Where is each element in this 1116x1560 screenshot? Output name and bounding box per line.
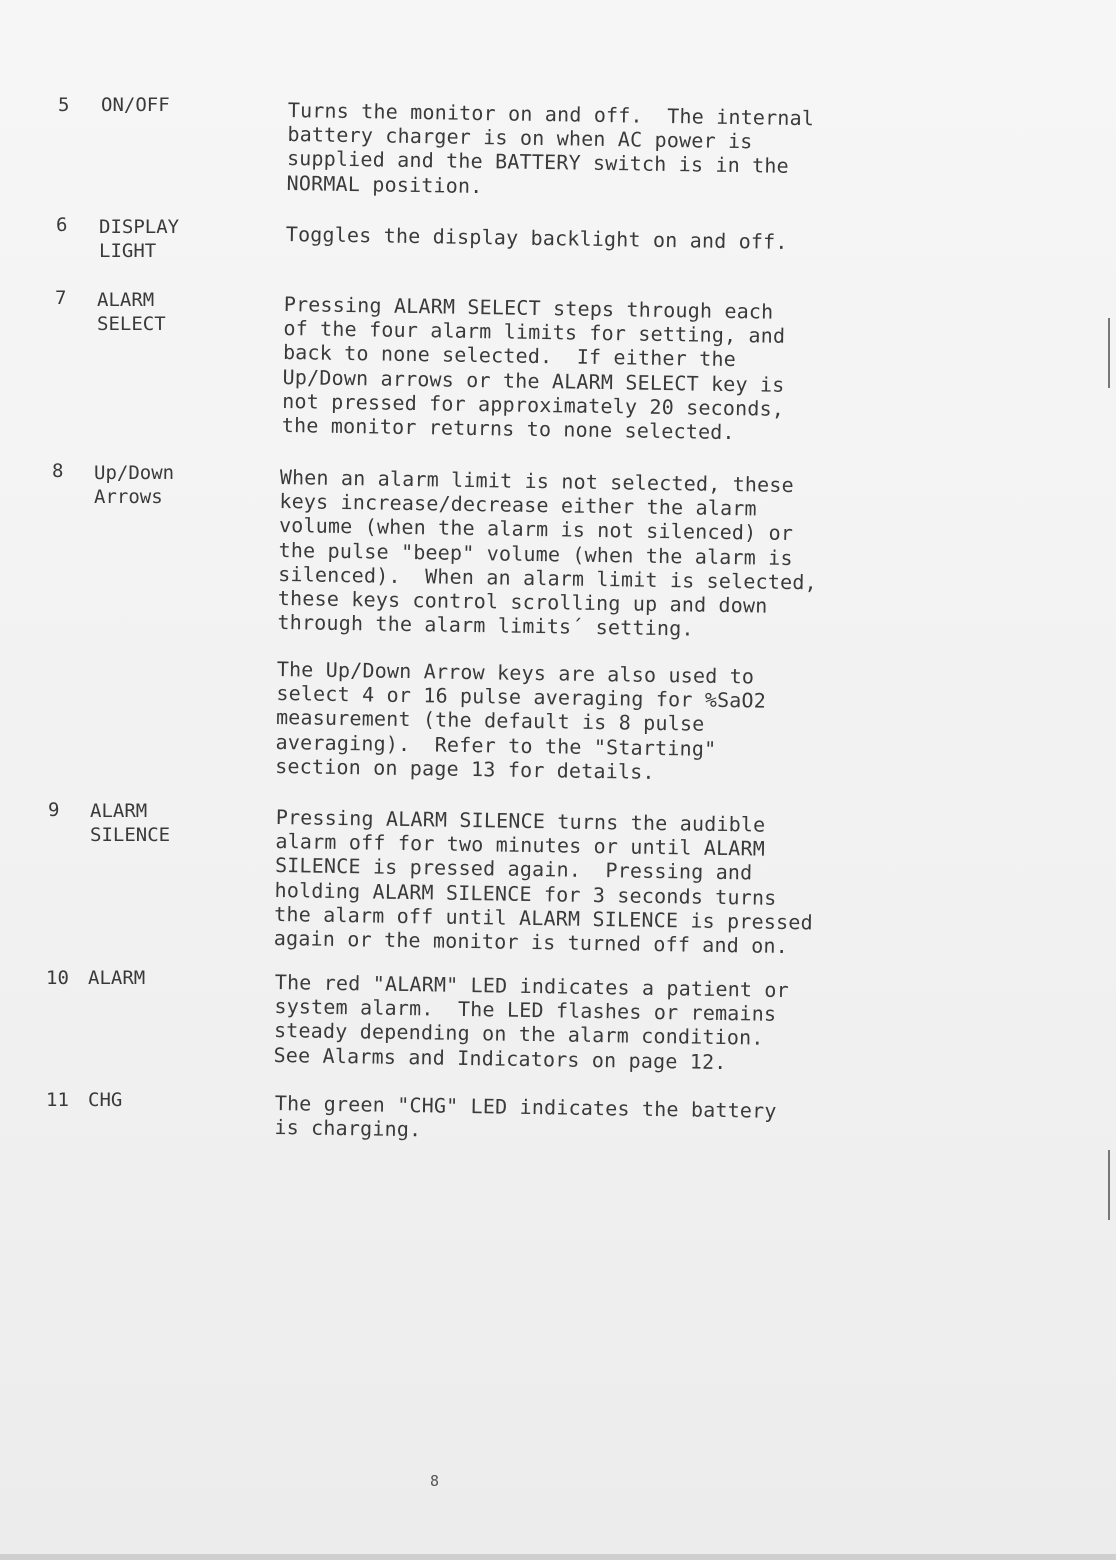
scan-edge-mark: [1108, 1150, 1110, 1220]
entry-number: 6: [56, 214, 68, 236]
entry-label: ON/OFF: [101, 94, 170, 116]
entry-description: Toggles the display backlight on and off.: [285, 222, 788, 254]
page-number: 8: [430, 1472, 440, 1490]
entry-number: 11: [46, 1089, 69, 1111]
entry-description: Pressing ALARM SELECT steps through each of the four alarm limits for setting, and back to none selected. If either the Up/Down arrows or the ALARM SELECT key is not pressed for approximately 20 seconds, the monitor returns to none selected.: [281, 292, 786, 445]
entry-number: 9: [48, 799, 60, 821]
entry-description: Turns the monitor on and off. The internal battery charger is on when AC power is supplied and the BATTERY switch is in the NORMAL position.: [286, 98, 815, 198]
entry-label: Up/Down Arrows: [94, 462, 175, 508]
entry-label: DISPLAY LIGHT: [99, 216, 180, 262]
entry-number: 5: [58, 94, 70, 116]
entry-label: CHG: [88, 1089, 123, 1111]
entry-number: 8: [52, 460, 64, 482]
entry-label: ALARM: [88, 967, 146, 989]
entry-number: 7: [55, 287, 67, 309]
entry-label: ALARM SELECT: [97, 289, 166, 335]
entry-description: Pressing ALARM SILENCE turns the audible alarm off for two minutes or until ALARM SILENCE is pressed again. Pressing and holding ALARM SILENCE for 3 seconds turns the alarm off until ALARM SILENCE is pressed again or the monitor is turned off and on.: [273, 805, 814, 959]
entry-label: ALARM SILENCE: [90, 800, 171, 846]
entry-description: When an alarm limit is not selected, these keys increase/decrease either the alarm volume (when the alarm is not silenced) or the pulse "beep" volume (when the alarm is silenced). When an alarm limit is selected, these keys control scrolling up and down through the alarm limits´ setting.: [277, 465, 818, 641]
entry-number: 10: [46, 967, 69, 989]
scan-edge-mark: [1108, 318, 1110, 388]
entry-description: The red "ALARM" LED indicates a patient or system alarm. The LED flashes or remains steady depending on the alarm condition. See Alarms and Indicators on page 12.: [273, 970, 790, 1074]
entry-description: The green "CHG" LED indicates the battery is charging.: [274, 1091, 777, 1142]
entry-description-continued: The Up/Down Arrow keys are also used to select 4 or 16 pulse averaging for %SaO2 measurement (the default is 8 pulse averaging). Refer to the "Starting" section on page 13 for details.: [275, 657, 767, 784]
